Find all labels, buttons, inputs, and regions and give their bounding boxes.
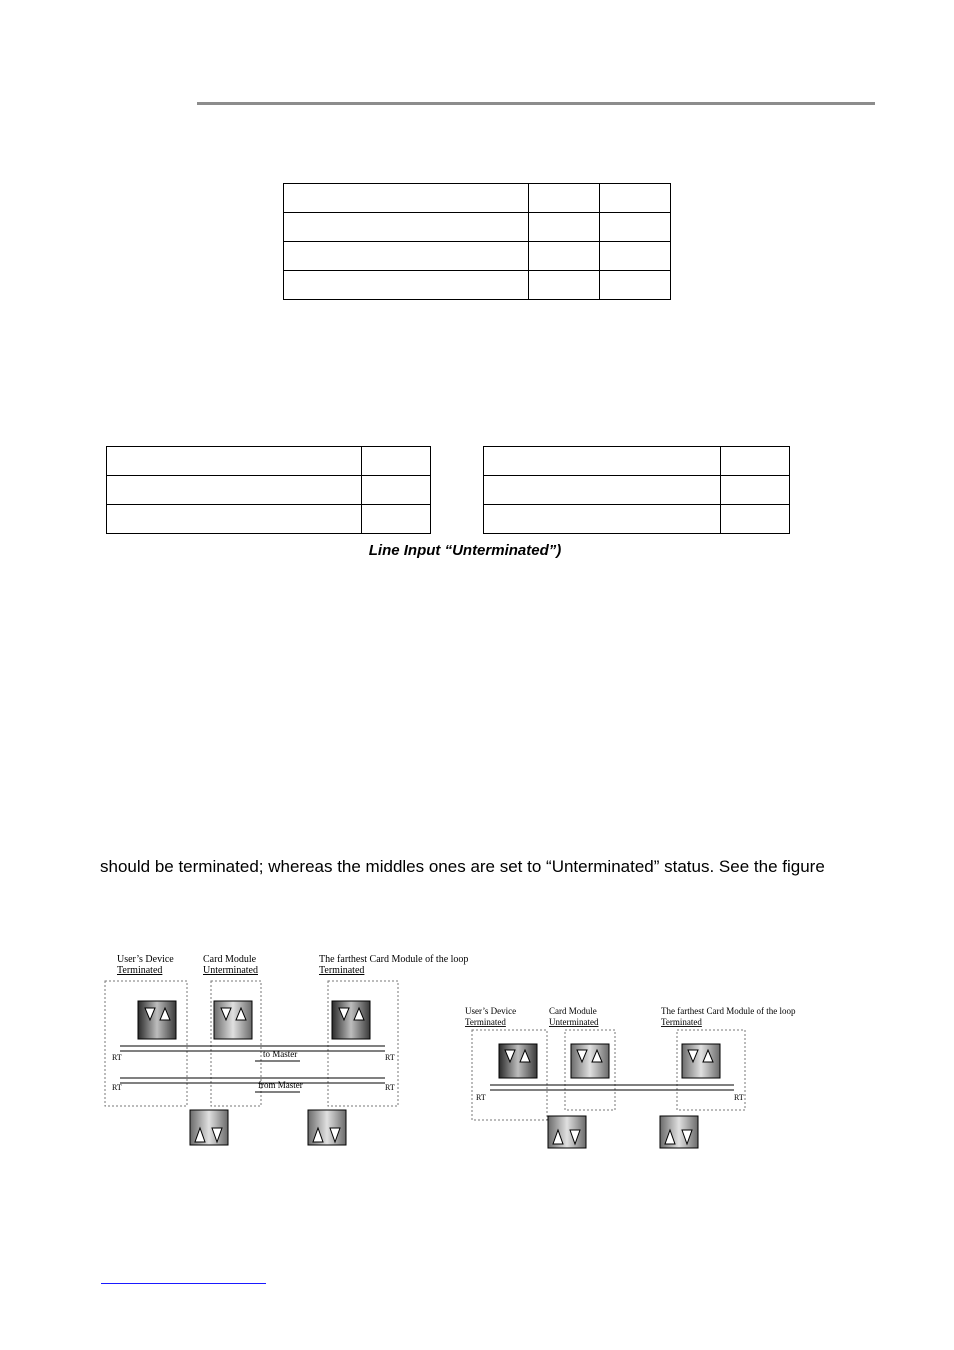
label-farthest: The farthest Card Module of the loop bbox=[661, 1006, 796, 1016]
transceiver-icon bbox=[308, 1110, 346, 1145]
table-caption: Line Input “Unterminated”) bbox=[368, 542, 562, 559]
transceiver-icon bbox=[682, 1044, 720, 1078]
rt-label: RT bbox=[112, 1083, 122, 1092]
table-row bbox=[284, 213, 671, 242]
table-row bbox=[284, 184, 671, 213]
header-rule bbox=[197, 102, 875, 105]
body-paragraph: should be terminated; whereas the middles ones are set to “Unterminated” status. See the figure bbox=[100, 857, 825, 876]
table-row bbox=[284, 271, 671, 300]
table-row bbox=[284, 242, 671, 271]
to-master-label: to Master bbox=[263, 1049, 298, 1059]
table-right bbox=[483, 446, 790, 534]
transceiver-icon bbox=[332, 1001, 370, 1039]
table-row bbox=[484, 505, 790, 534]
table-top bbox=[283, 183, 671, 300]
label-farthest-status: Terminated bbox=[319, 965, 365, 976]
transceiver-icon bbox=[548, 1116, 586, 1148]
label-card-module: Card Module bbox=[203, 954, 257, 965]
rt-label: RT bbox=[476, 1093, 486, 1102]
label-card-module-status: Unterminated bbox=[203, 965, 258, 976]
label-card-module-status: Unterminated bbox=[549, 1017, 599, 1027]
label-users-device: User’s Device bbox=[117, 954, 174, 965]
diagram-four-wire bbox=[100, 950, 470, 1160]
transceiver-icon bbox=[571, 1044, 609, 1078]
transceiver-icon bbox=[190, 1110, 228, 1145]
label-users-device-status: Terminated bbox=[117, 965, 163, 976]
rt-label: RT bbox=[385, 1053, 395, 1062]
table-row bbox=[107, 476, 431, 505]
table-row bbox=[484, 447, 790, 476]
table-left bbox=[106, 446, 431, 534]
table-row bbox=[484, 476, 790, 505]
transceiver-icon bbox=[499, 1044, 537, 1078]
transceiver-icon bbox=[660, 1116, 698, 1148]
label-users-device: User’s Device bbox=[465, 1006, 517, 1016]
table-row bbox=[107, 505, 431, 534]
rt-label: RT bbox=[385, 1083, 395, 1092]
label-farthest: The farthest Card Module of the loop bbox=[319, 954, 469, 965]
table-row bbox=[107, 447, 431, 476]
transceiver-icon bbox=[138, 1001, 176, 1039]
from-master-label: from Master bbox=[258, 1080, 303, 1090]
rt-label: RT bbox=[734, 1093, 744, 1102]
label-users-device-status: Terminated bbox=[465, 1017, 506, 1027]
label-card-module: Card Module bbox=[549, 1006, 597, 1016]
footer-link-underline[interactable] bbox=[101, 1283, 266, 1284]
diagram-two-wire bbox=[462, 1002, 812, 1162]
transceiver-icon bbox=[214, 1001, 252, 1039]
rt-label: RT bbox=[112, 1053, 122, 1062]
label-farthest-status: Terminated bbox=[661, 1017, 702, 1027]
